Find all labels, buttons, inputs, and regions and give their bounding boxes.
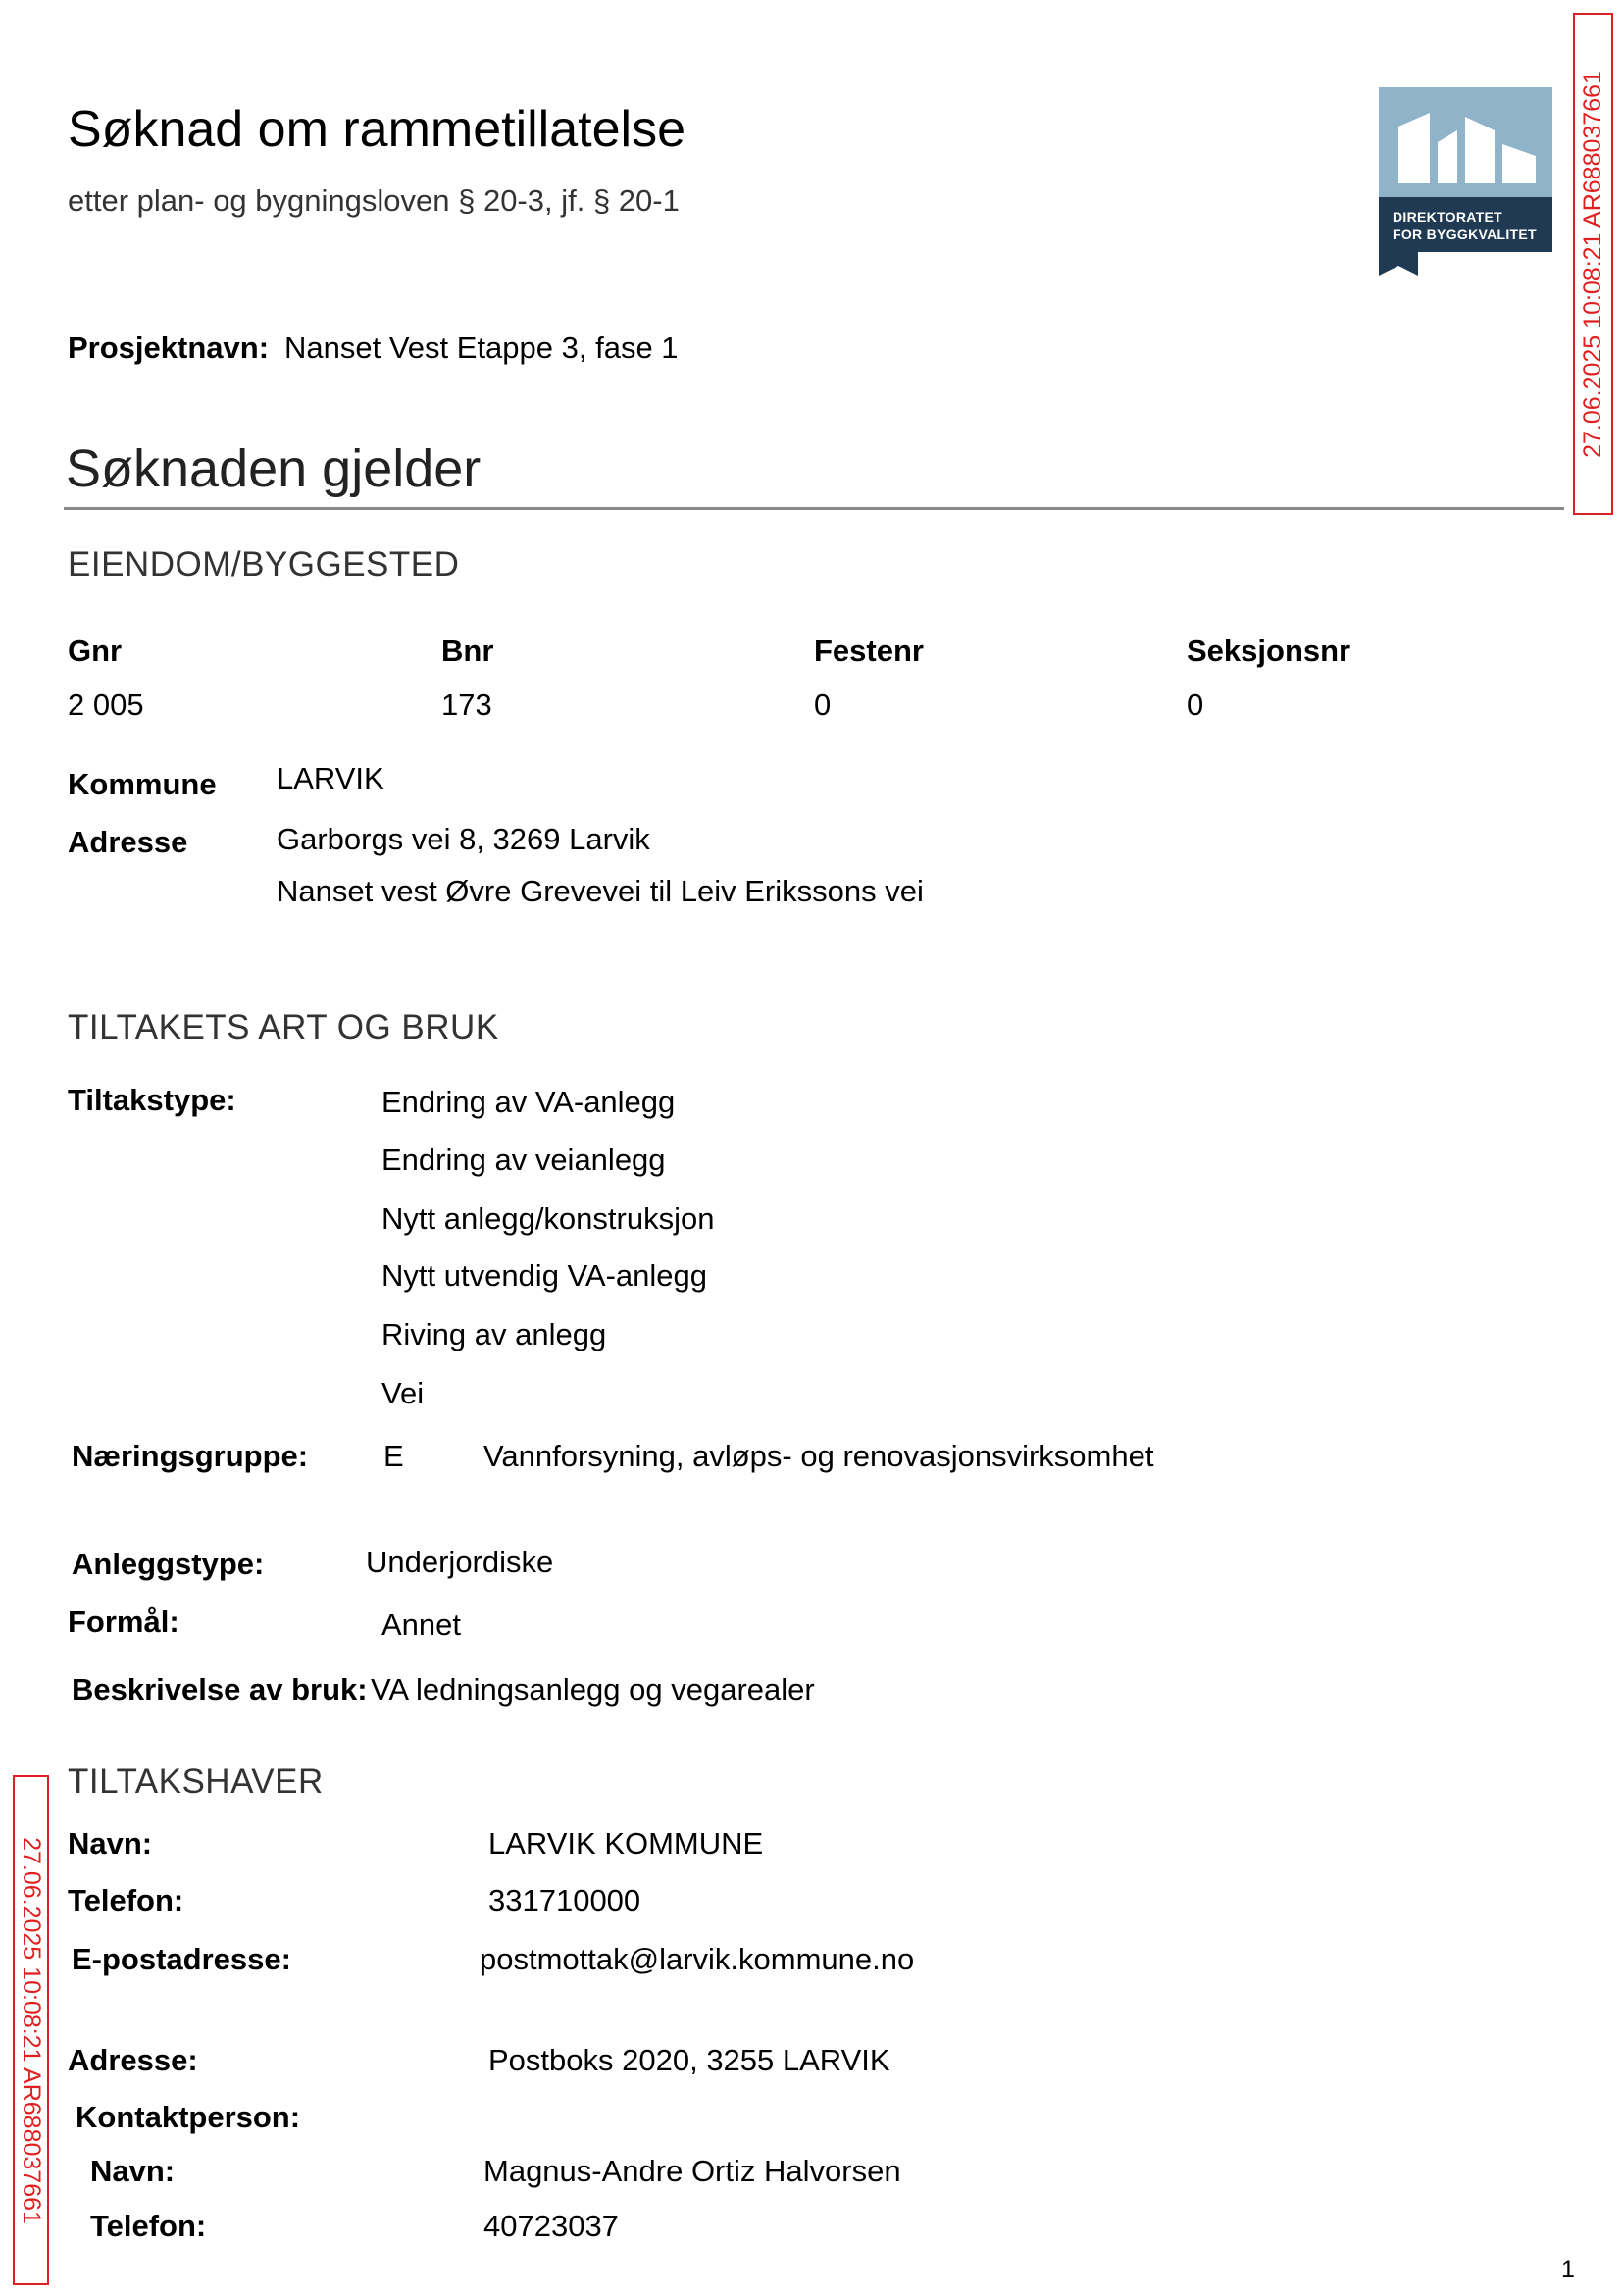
anleggstype-label: Anleggstype:	[72, 1547, 265, 1581]
tiltakshaver-adresse-value: Postboks 2020, 3255 LARVIK	[488, 2043, 890, 2077]
kontakt-navn-label: Navn:	[90, 2154, 176, 2188]
tiltakstype-item: Endring av VA-anlegg	[381, 1085, 676, 1119]
tiltakshaver-heading: TILTAKSHAVER	[68, 1762, 324, 1801]
page-number: 1	[1561, 2256, 1575, 2283]
festenr-value: 0	[814, 688, 832, 722]
gnr-label: Gnr	[68, 634, 123, 668]
page-subtitle: etter plan- og bygningsloven § 20-3, jf. § 20-1	[68, 183, 680, 218]
tiltakstype-item: Nytt anlegg/konstruksjon	[381, 1201, 715, 1236]
kommune-label: Kommune	[68, 767, 217, 801]
naeringsgruppe-code: E	[383, 1439, 404, 1473]
dibk-logo-graphic	[1379, 87, 1552, 276]
gnr-value: 2 005	[68, 688, 144, 722]
tiltakstype-item: Nytt utvendig VA-anlegg	[381, 1258, 708, 1293]
logo-text-line1: DIREKTORATET	[1393, 209, 1502, 225]
tiltakshaver-telefon-label: Telefon:	[68, 1883, 184, 1917]
date-stamp-bottom	[13, 1775, 49, 2285]
section-divider	[64, 507, 1564, 510]
kontakt-telefon-label: Telefon:	[90, 2209, 207, 2243]
tiltak-heading: TILTAKETS ART OG BRUK	[68, 1008, 499, 1046]
tiltakshaver-telefon-value: 331710000	[488, 1883, 641, 1917]
adresse-line1: Garborgs vei 8, 3269 Larvik	[277, 822, 650, 856]
logo-text-line2: FOR BYGGKVALITET	[1393, 227, 1537, 242]
dibk-logo	[1379, 87, 1552, 276]
tiltakstype-item: Riving av anlegg	[381, 1317, 607, 1351]
tiltakstype-label: Tiltakstype:	[68, 1083, 236, 1117]
project-value: Nanset Vest Etappe 3, fase 1	[284, 331, 679, 365]
beskrivelse-label: Beskrivelse av bruk:	[72, 1672, 368, 1707]
seksjonsnr-value: 0	[1187, 688, 1204, 722]
adresse-line2: Nanset vest Øvre Grevevei til Leiv Erikssons vei	[277, 874, 924, 908]
date-stamp-top-text: 27.06.2025 10:08:21 AR688037661	[1579, 70, 1606, 458]
tiltakshaver-epost-label: E-postadresse:	[72, 1942, 291, 1976]
bnr-label: Bnr	[441, 634, 494, 668]
kontaktperson-label: Kontaktperson:	[76, 2100, 301, 2134]
beskrivelse-value: VA ledningsanlegg og vegarealer	[371, 1672, 815, 1707]
tiltakshaver-navn-label: Navn:	[68, 1826, 153, 1861]
formal-label: Formål:	[68, 1605, 179, 1639]
date-stamp-top	[1573, 13, 1613, 515]
formal-value: Annet	[381, 1607, 462, 1642]
adresse-label: Adresse	[68, 825, 188, 859]
anleggstype-value: Underjordiske	[366, 1545, 554, 1579]
kommune-value: LARVIK	[277, 761, 384, 795]
page-title: Søknad om rammetillatelse	[68, 101, 685, 158]
kontakt-telefon-value: 40723037	[483, 2209, 619, 2243]
tiltakstype-item: Vei	[381, 1376, 425, 1410]
tiltakshaver-epost-value: postmottak@larvik.kommune.no	[480, 1942, 915, 1976]
naeringsgruppe-value: Vannforsyning, avløps- og renovasjonsvirksomhet	[483, 1439, 1154, 1473]
project-label: Prosjektnavn:	[68, 331, 270, 365]
kontakt-navn-value: Magnus-Andre Ortiz Halvorsen	[483, 2154, 901, 2188]
tiltakshaver-adresse-label: Adresse:	[68, 2043, 198, 2077]
eiendom-heading: EIENDOM/BYGGESTED	[68, 545, 460, 584]
seksjonsnr-label: Seksjonsnr	[1187, 634, 1351, 668]
festenr-label: Festenr	[814, 634, 924, 668]
date-stamp-bottom-text: 27.06.2025 10:08:21 AR688037661	[18, 1836, 45, 2224]
tiltakstype-item: Endring av veianlegg	[381, 1143, 666, 1177]
tiltakshaver-navn-value: LARVIK KOMMUNE	[488, 1826, 764, 1861]
section-title: Søknaden gjelder	[66, 439, 482, 498]
bnr-value: 173	[441, 688, 492, 722]
naeringsgruppe-label: Næringsgruppe:	[72, 1439, 309, 1473]
